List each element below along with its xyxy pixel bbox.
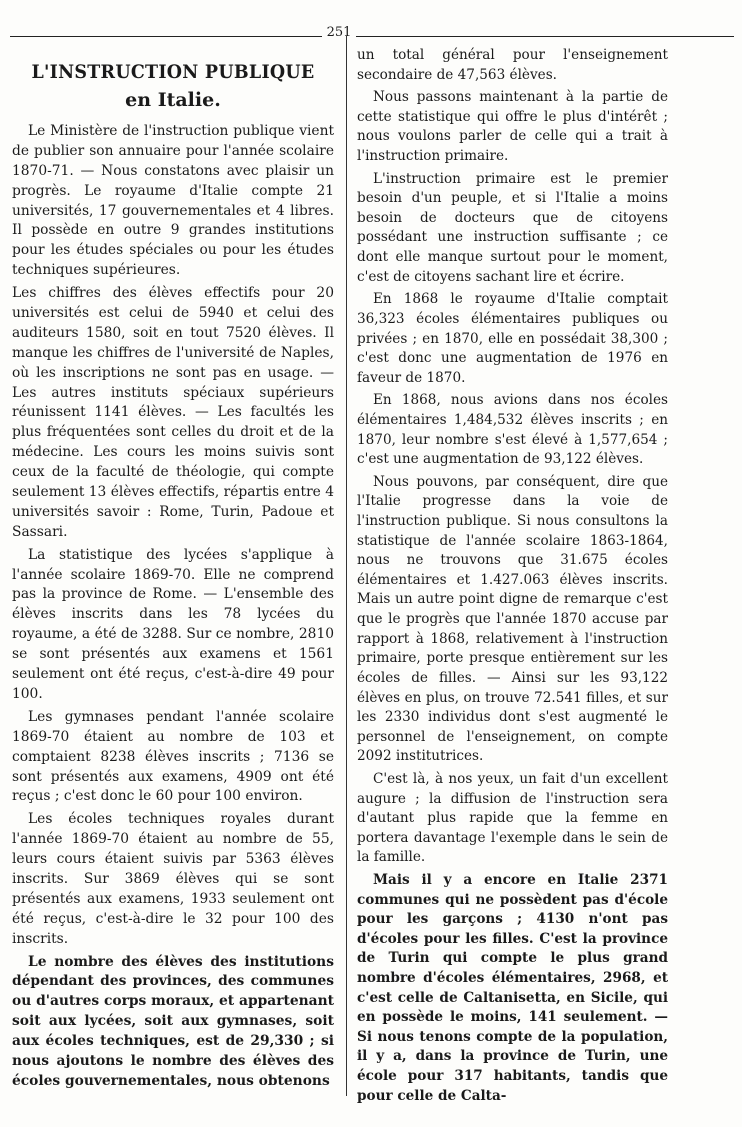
paragraph: un total général pour l'enseignement secondaire de 47,563 élèves.	[357, 47, 668, 83]
right-column	[357, 46, 668, 1109]
paragraph: En 1868, nous avions dans nos écoles élémentaires 1,484,532 élèves inscrits ; en 1870, leur nombre s'est élevé à 1,577,654 ; c'est une augmentation de 93,122 élèves.	[357, 392, 668, 468]
article-subtitle: en Italie.	[125, 89, 221, 111]
left-column	[12, 46, 334, 1095]
column-divider	[346, 36, 347, 1096]
paragraph: Les gymnases pendant l'année scolaire 1869-70 étaient au nombre de 103 et comptaient 8238 élèves inscrits ; 7136 se sont présentés aux examens, 4909 ont été reçus ; c'est donc le 60 pour 100 environ.	[12, 708, 334, 805]
header-rule	[10, 36, 734, 37]
paragraph: Le Ministère de l'instruction publique vient de publier son annuaire pour l'année scolaire 1870-71. — Nous constatons avec plaisir un progrès. Le royaume d'Italie compte 21 universités, 17 gouvernementales et 4 libres. Il possède en outre 9 grandes institutions pour les études spéciales ou pour les études techniques supérieures.	[12, 123, 334, 279]
paragraph: Nous passons maintenant à la partie de cette statistique qui offre le plus d'intérêt ; nous voulons parler de celle qui a trait à l'instruction primaire.	[357, 89, 668, 165]
page-number: 251	[322, 25, 356, 41]
paragraph: Nous pouvons, par conséquent, dire que l'Italie progresse dans la voie de l'instruction publique. Si nous consultons la statistique de l'année scolaire 1863-1864, nous ne trouvons que 31.675 écoles élémentaires et 1.427.063 élèves inscrits. Mais un autre point digne de remarque c'est que le progrès que l'année 1870 accuse par rapport à 1868, relativement à l'instruction primaire, porte presque entièrement sur les écoles de filles. — Ainsi sur les 93,122 élèves en plus, on trouve 72.541 filles, et sur les 2330 individus dont s'est augmenté le personnel de l'enseignement, on compte 2092 institutrices.	[357, 473, 668, 765]
paragraph: L'instruction primaire est le premier besoin d'un peuple, et si l'Italie a moins besoin de docteurs que de citoyens possédant une instruction suffisante ; ce dont elle manque surtout pour le moment, c'est de citoyens sachant lire et écrire.	[357, 170, 668, 285]
article-title: L'INSTRUCTION PUBLIQUE	[31, 61, 315, 83]
paragraph: Les écoles techniques royales durant l'année 1869-70 étaient au nombre de 55, leurs cours étaient suivis par 5363 élèves inscrits. Sur 3869 élèves qui se sont présentés aux examens, 1933 seulement ont été reçus, c'est-à-dire le 32 pour 100 des inscrits.	[12, 811, 334, 947]
paragraph: Les chiffres des élèves effectifs pour 20 universités est celui de 5940 et celui des auditeurs 1580, soit en tout 7520 élèves. Il manque les chiffres de l'université de Naples, où les inscriptions ne sont pas en usage. — Les autres instituts spéciaux supérieurs réunissent 1141 élèves. — Les facultés les plus fréquentées sont celles du droit et de la médecine. Les cours les moins suivis sont ceux de la faculté de théologie, qui compte seulement 13 élèves effectifs, répartis entre 4 universités savoir : Rome, Turin, Padoue et Sassari.	[12, 285, 335, 540]
paragraph: Le nombre des élèves des institutions dépendant des provinces, des communes ou d'autres corps moraux, et appartenant soit aux lycées, soit aux gymnases, soit aux écoles techniques, est de 29,330 ; si nous ajoutons le nombre des élèves des écoles gouvernementales, nous obtenons	[12, 953, 334, 1089]
paragraph: C'est là, à nos yeux, un fait d'un excellent augure ; la diffusion de l'instruction sera d'autant plus rapide que la femme en portera davantage l'exemple dans le sein de la famille.	[357, 770, 668, 866]
paragraph: En 1868 le royaume d'Italie comptait 36,323 écoles élémentaires publiques ou privées ; en 1870, elle en possédait 38,300 ; c'est donc une augmentation de 1976 en faveur de 1870.	[357, 291, 668, 386]
paragraph: Mais il y a encore en Italie 2371 communes qui ne possèdent pas d'école pour les garçons ; 4130 n'ont pas d'écoles pour les filles. C'est la province de Turin qui compte le plus grand nombre d'écoles élémentaires, 2968, et c'est celle de Caltanisetta, en Sicile, qui en possède le moins, 141 seulement. — Si nous tenons compte de la population, il y a, dans la province de Turin, une école pour 317 habitants, tandis que pour celle de Calta-	[357, 871, 668, 1104]
paragraph: La statistique des lycées s'applique à l'année scolaire 1869-70. Elle ne comprend pas la province de Rome. — L'ensemble des élèves inscrits dans les 78 lycées du royaume, a été de 3288. Sur ce nombre, 2810 se sont présentés aux examens et 1561 seulement ont été reçus, c'est-à-dire 49 pour 100.	[12, 546, 334, 702]
